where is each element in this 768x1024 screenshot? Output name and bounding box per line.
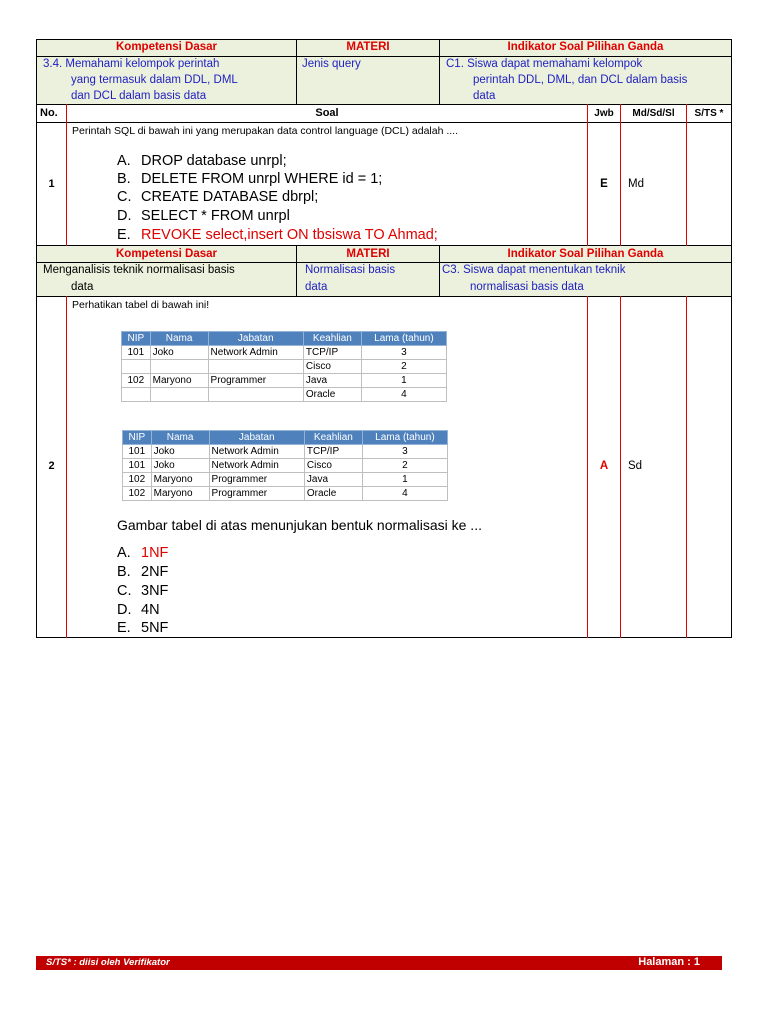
- q1-option-c: C. CREATE DATABASE dbrpl;: [117, 189, 319, 205]
- kompetensi-header-2: Kompetensi Dasar: [116, 248, 217, 260]
- kompetensi-text-line3: dan DCL dalam basis data: [71, 90, 207, 102]
- kompetensi-header: Kompetensi Dasar: [116, 41, 217, 53]
- footer-bar: [36, 956, 722, 970]
- indikator2-line1: C3. Siswa dapat menentukan teknik: [442, 264, 626, 276]
- q2-number: 2: [48, 460, 55, 472]
- q1-number: 1: [48, 178, 55, 190]
- q1-option-b: B. DELETE FROM unrpl WHERE id = 1;: [117, 171, 383, 187]
- q2-option-e: E. 5NF: [117, 620, 169, 636]
- q2-option-a: A. 1NF: [117, 545, 169, 561]
- indikator-text-line2: perintah DDL, DML, dan DCL dalam basis: [473, 74, 688, 86]
- q1-level: Md: [628, 178, 644, 190]
- materi-header: MATERI: [346, 41, 390, 53]
- unnormalized-table: [121, 331, 447, 402]
- indikator-header: Indikator Soal Pilihan Ganda: [507, 41, 664, 53]
- footer-note: S/TS* : diisi oleh Verifikator: [46, 957, 170, 968]
- col-jwb: Jwb: [594, 108, 614, 119]
- indikator-text-line3: data: [473, 90, 496, 102]
- table-row: 101 Joko Network Admin Cisco 2: [123, 459, 448, 473]
- indikator-text-line1: C1. Siswa dapat memahami kelompok: [446, 58, 643, 70]
- table-row: 102 Maryono Programmer Java 1: [122, 374, 447, 388]
- q2-intro: Perhatikan tabel di bawah ini!: [72, 299, 210, 311]
- kompetensi2-line1: Menganalisis teknik normalisasi basis: [43, 264, 235, 276]
- kompetensi2-line2: data: [71, 281, 94, 293]
- col-no: No.: [40, 107, 58, 119]
- q2-question: Gambar tabel di atas menunjukan bentuk normalisasi ke ...: [117, 517, 482, 533]
- q1-option-e: E. REVOKE select,insert ON tbsiswa TO Ahmad;: [117, 227, 438, 243]
- page-number: Halaman : 1: [638, 956, 700, 968]
- q2-option-d: D. 4N: [117, 602, 160, 618]
- q1-answer: E: [600, 178, 608, 190]
- table-row: 101 Joko Network Admin TCP/IP 3: [123, 445, 448, 459]
- table-row: 102 Maryono Programmer Java 1: [123, 473, 448, 487]
- q1-option-a: A. DROP database unrpl;: [117, 153, 287, 169]
- q2-answer: A: [599, 460, 609, 472]
- materi2-line1: Normalisasi basis: [305, 264, 396, 276]
- table-header-row: NIP Nama Jabatan Keahlian Lama (tahun): [123, 431, 448, 445]
- table-row: 102 Maryono Programmer Oracle 4: [123, 487, 448, 501]
- first-normal-form-table: [122, 430, 448, 501]
- q1-option-d: D. SELECT * FROM unrpl: [117, 208, 290, 224]
- q1-question: Perintah SQL di bawah ini yang merupakan data control language (DCL) adalah ....: [72, 125, 459, 137]
- kompetensi-text-line2: yang termasuk dalam DDL, DML: [71, 74, 238, 86]
- col-level: Md/Sd/Sl: [632, 108, 675, 119]
- q2-level: Sd: [628, 460, 643, 472]
- indikator2-line2: normalisasi basis data: [470, 281, 584, 293]
- materi-header-2: MATERI: [346, 248, 390, 260]
- table-row: Cisco 2: [122, 360, 447, 374]
- table-row: Oracle 4: [122, 388, 447, 402]
- col-soal: Soal: [315, 107, 339, 119]
- table-row: 101 Joko Network Admin TCP/IP 3: [122, 346, 447, 360]
- q2-option-c: C. 3NF: [117, 583, 169, 599]
- table-header-row: NIP Nama Jabatan Keahlian Lama (tahun): [122, 332, 447, 346]
- materi2-line2: data: [305, 281, 328, 293]
- materi-text: Jenis query: [302, 58, 361, 70]
- kompetensi-text-line1: 3.4. Memahami kelompok perintah: [43, 58, 220, 70]
- col-sts: S/TS *: [694, 108, 724, 119]
- q2-option-b: B. 2NF: [117, 564, 169, 580]
- indikator-header-2: Indikator Soal Pilihan Ganda: [507, 248, 664, 260]
